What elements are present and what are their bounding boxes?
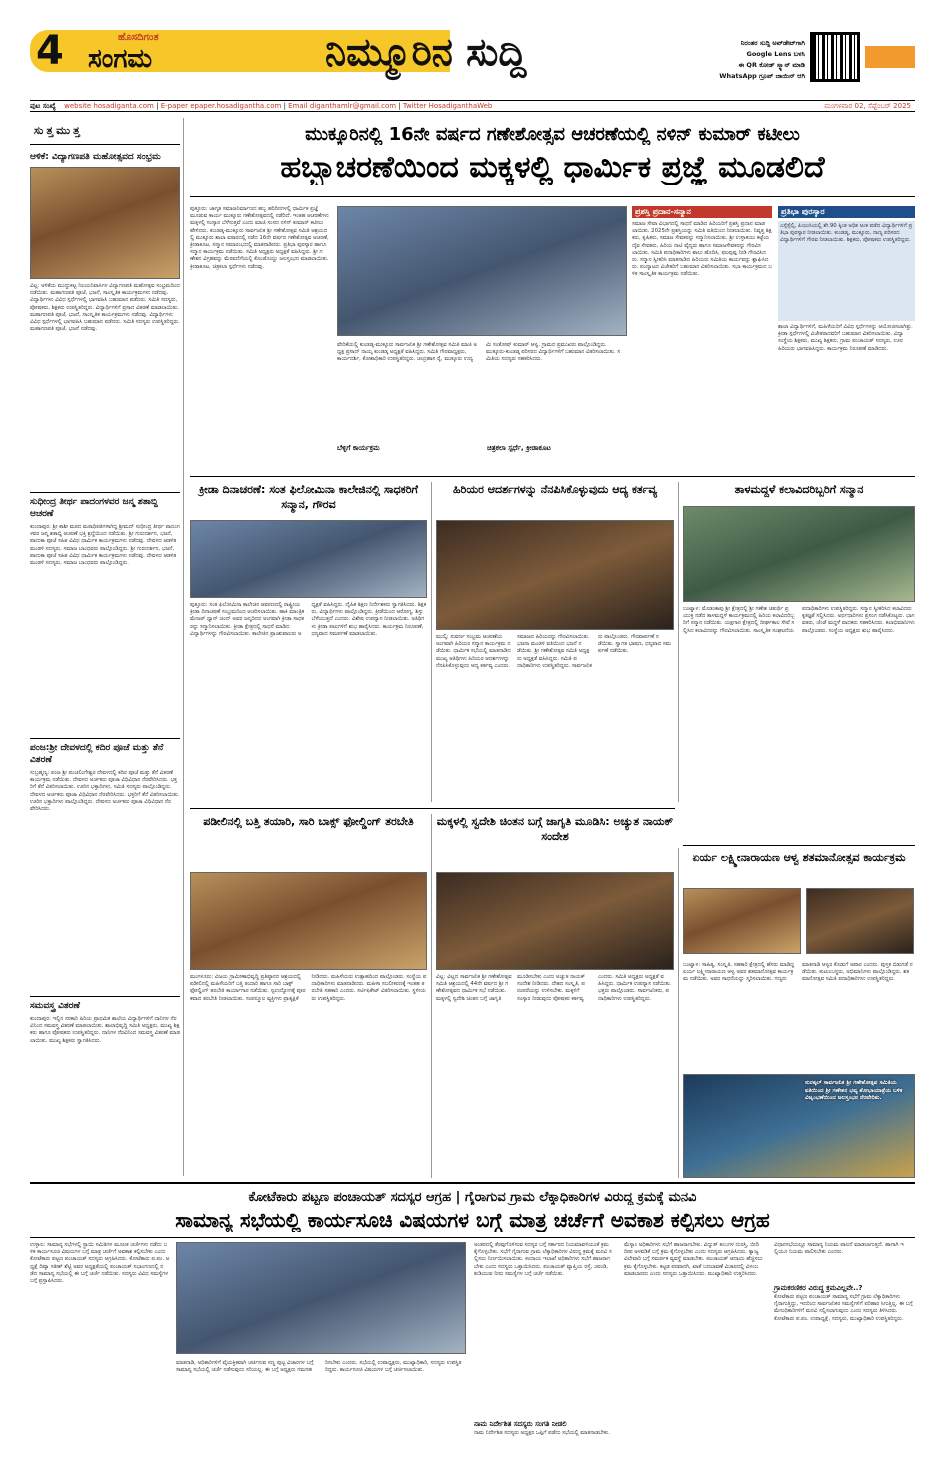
sidebar-story-4-body: ಕುಂದಾಪುರ: ಇಲ್ಲಿನ ಸರಕಾರಿ ಹಿರಿಯ ಪ್ರಾಥಮಿಕ ಶಾಲೆಯ ವಿದ್ಯಾರ್ಥಿಗಳಿಗೆ ದಾನಿಗಳ ನೆರವಿನಿಂದ ಸಮವಸ್ತ್ರ ವಿತರಣೆ ಮಾಡಲಾಯಿತು. ಶಾಲಾಭಿವೃದ್ಧಿ ಸಮಿತಿ ಅಧ್ಯಕ್ಷರು, ಮುಖ್ಯ ಶಿಕ್ಷಕರು ಹಾಗೂ ಪೋಷಕರು ಉಪಸ್ಥಿತರಿದ್ದರು. ದಾನಿಗಳ ನೆರವಿನಿಂದ ಸಮವಸ್ತ್ರ ವಿತರಣೆ ಮಾಡಲಾಯಿತು. ಮುಖ್ಯ ಶಿಕ್ಷಕರು ಸ್ವಾಗತಿಸಿದರು. [30, 1016, 180, 1044]
sidebar-story-1-headline: ಆಳಿಕೆ: ವಿದ್ಯಾಗಣಪತಿ ಮಹೋತ್ಸವದ ಸಂಭ್ರಮ [30, 152, 161, 162]
box-talent [778, 206, 915, 471]
epaper-link[interactable]: E-paper epaper.hosadigantha.com [160, 102, 282, 110]
bottom-body-col3: ಅಂತರದಲ್ಲಿ ತೆರವುಗೊಳಿಸುವ ಸದಸ್ಯರ ಬಗ್ಗೆ ಸರ್ಕಾರದ ನಿಯಮಾವಳಿಯಂತೆ ಕ್ರಮ ಕೈಗೊಳ್ಳಬೇಕು. ಸಭೆಗೆ ಗೈರಾಗುವ ಗ್ರಾಮ ಲೆಕ್ಕಾಧಿಕಾರಿಗಳ ವಿರುದ್ಧ ಕ್ರಮಕ್ಕೆ ಮನವಿ ಸಲ್ಲಿಸಲು ನಿರ್ಣಯಿಸಲಾಯಿತು. ಕಂದಾಯ ಇಲಾಖೆ ಅಧಿಕಾರಿಗಳು ಸಭೆಗೆ ಹಾಜರಾಗಬೇಕು ಎಂದು ಸದಸ್ಯರು ಒತ್ತಾಯಿಸಿದರು. ಪಂಚಾಯತ್ ವ್ಯಾಪ್ತಿಯ ರಸ್ತೆ, ಚರಂಡಿ, ಕುಡಿಯುವ ನೀರು ಸಮಸ್ಯೆಗಳ ಬಗ್ಗೆ ಚರ್ಚೆ ನಡೆಯಿತು. [474, 1242, 612, 1277]
issue-date: ಮಂಗಳವಾರ 02, ಸೆಪ್ಟೆಂಬರ್ 2025 [824, 102, 911, 110]
story-swadeshi-headline: ಮಕ್ಕಳಲ್ಲಿ ಸ್ವದೇಶಿ ಚಿಂತನ ಬಗ್ಗೆ ಜಾಗೃತಿ ಮೂಡಿಸಿ: ಅಚ್ಯುತ ನಾಯಕ್ ಸಂದೇಶ [436, 815, 674, 843]
story-erya-body: ಬಂಟ್ವಾಳ: ಸಾಹಿತ್ಯ, ಸಂಸ್ಕೃತಿ, ಸಹಕಾರಿ ಕ್ಷೇತ್ರದಲ್ಲಿ ಹೆಸರು ಮಾಡಿದ್ದ ಏರ್ಯ ಲಕ್ಷ್ಮೀನಾರಾಯಣ ಆಳ್ವ ಅವರ ಶತಮಾನೋತ್ಸವ ಕಾರ್ಯಕ್ರಮ ನಡೆಯಿತು. ಅವರ ಸಾಧನೆಯನ್ನು ಸ್ಮರಿಸಲಾಯಿತು. ಗಣ್ಯರು ಮಾತನಾಡಿ ಆಳ್ವರ ಕೊಡುಗೆ ಅಪಾರ ಎಂದರು. ಪುಸ್ತಕ ಬಿಡುಗಡೆ ನಡೆಯಿತು. ಕುಟುಂಬಸ್ಥರು, ಅಭಿಮಾನಿಗಳು ಪಾಲ್ಗೊಂಡಿದ್ದರು. ಶತಮಾನೋತ್ಸವ ಸಮಿತಿ ಪದಾಧಿಕಾರಿಗಳು ಉಪಸ್ಥಿತರಿದ್ದರು. [683, 962, 913, 983]
bottom-head-rule [30, 1237, 915, 1238]
box-talent-highlight: ಎಸ್ಸೆಸ್ಸೆಲ್ಸಿ, ಪಿಯುಸಿಯಲ್ಲಿ ಶೇ.90 ಕ್ಕಿಂತ ಅಧಿಕ ಅಂಕ ಪಡೆದ ವಿದ್ಯಾರ್ಥಿಗಳಿಗೆ ಪ್ರತಿಭಾ ಪುರಸ್ಕಾರ ನೀಡಲಾಯಿತು. ಕುಂಡಡ್ಕ, ಮುಕ್ಕೂರು, ನಾಣ್ಯ ಪರಿಸರದ ವಿದ್ಯಾರ್ಥಿಗಳಿಗೆ ಗೌರವ ನೀಡಲಾಯಿತು. ಶಿಕ್ಷಕರು, ಪೋಷಕರು ಉಪಸ್ಥಿತರಿದ್ದರು. [778, 221, 915, 321]
sidebar-story-1-body: ವಿಟ್ಲ: ಅಳಿಕೆಯ ಮುದ್ದುಕಟ್ಟ ನಿಲಯನಿವಾಸಿಗಳ ವಿದ್ಯಾಗಣಪತಿ ಮಹೋತ್ಸವ ಸಂಭ್ರಮದಿಂದ ನಡೆಯಿತು. ಮಹಾಗಣಪತಿ ಪೂಜೆ, ಭಜನೆ, ಸಾಂಸ್ಕೃತಿಕ ಕಾರ್ಯಕ್ರಮಗಳು ನಡೆದವು. ವಿದ್ಯಾರ್ಥಿಗಳು ವಿವಿಧ ಸ್ಪರ್ಧೆಗಳಲ್ಲಿ ಭಾಗವಹಿಸಿ ಬಹುಮಾನ ಪಡೆದರು. ಸಮಿತಿ ಸದಸ್ಯರು, ಪೋಷಕರು, ಶಿಕ್ಷಕರು ಉಪಸ್ಥಿತರಿದ್ದರು. ವಿದ್ಯಾರ್ಥಿಗಳಿಗೆ ಪ್ರಸಾದ ವಿತರಣೆ ಮಾಡಲಾಯಿತು. ಮಹಾಗಣಪತಿ ಪೂಜೆ, ಭಜನೆ, ಸಾಂಸ್ಕೃತಿಕ ಕಾರ್ಯಕ್ರಮಗಳು ನಡೆದವು. ವಿದ್ಯಾರ್ಥಿಗಳು ವಿವಿಧ ಸ್ಪರ್ಧೆಗಳಲ್ಲಿ ಭಾಗವಹಿಸಿ ಬಹುಮಾನ ಪಡೆದರು. ಸಮಿತಿ ಸದಸ್ಯರು ಉಪಸ್ಥಿತರಿದ್ದರು. ಮಹಾಗಣಪತಿ ಪೂಜೆ, ಭಜನೆ ನಡೆದವು. [30, 283, 180, 333]
story-elders-headline: ಹಿರಿಯರ ಆದರ್ಶಗಳನ್ನು ನೆನಪಿಸಿಕೊಳ್ಳುವುದು ಆದ್ಯ ಕರ್ತವ್ಯ [452, 483, 658, 496]
qr-code[interactable] [810, 32, 860, 82]
row2-divider-2 [678, 482, 679, 802]
bottom-body-col5b: ಕೋಟೆಕಾರು ಪಟ್ಟಣ ಪಂಚಾಯತ್ ಸಾಮಾನ್ಯ ಸಭೆಗೆ ಗ್ರಾಮ ಲೆಕ್ಕಾಧಿಕಾರಿಗಳು ಗೈರಾಗುತ್ತಿದ್ದು, ಇದರಿಂದ ಸಾರ್ವಜನಿಕರ ಸಮಸ್ಯೆಗಳಿಗೆ ಪರಿಹಾರ ಸಿಗುತ್ತಿಲ್ಲ. ಈ ಬಗ್ಗೆ ಮೇಲಧಿಕಾರಿಗಳಿಗೆ ಮನವಿ ಸಲ್ಲಿಸಲಾಗುವುದು ಎಂದು ಸದಸ್ಯರು ತಿಳಿಸಿದರು. ಕೋಟೆಕಾರು ಪ.ಪಂ. ಉಪಾಧ್ಯಕ್ಷೆ, ಸದಸ್ಯರು, ಮುಖ್ಯಾಧಿಕಾರಿ ಉಪಸ್ಥಿತರಿದ್ದರು. [774, 1294, 913, 1322]
info-bar-left: ಪುಟ ಸಂಖ್ಯೆ [30, 102, 56, 110]
lead-photo [337, 206, 627, 336]
box-talent-body: ಶಾಲಾ ವಿದ್ಯಾರ್ಥಿಗಳಿಗೆ, ಮಹಿಳೆಯರಿಗೆ ವಿವಿಧ ಸ್ಪರ್ಧೆಗಳನ್ನು ಆಯೋಜಿಸಲಾಗಿತ್ತು. ಕ್ರೀಡಾ ಸ್ಪರ್ಧೆಗಳಲ್ಲಿ ವಿಜೇತರಾದವರಿಗೆ ಬಹುಮಾನ ವಿತರಿಸಲಾಯಿತು. ವಿದ್ಯಾ ಸಂಸ್ಥೆಯ ಶಿಕ್ಷಕರು, ಮುಖ್ಯ ಶಿಕ್ಷಕರು, ಗ್ರಾಮ ಪಂಚಾಯತ್ ಸದಸ್ಯರು, ಊರ ಹಿರಿಯರು ಭಾಗವಹಿಸಿದ್ದರು. ಕಾರ್ಯಕ್ರಮ ನಿರೂಪಣೆ ಮಾಡಿದರು. [778, 324, 913, 352]
bottom-subhead-2: ನಾಮ ನಿರ್ದೇಶಿತ ಸದಸ್ಯರು ಸಂಗತಿ ನೀಡಲಿ [474, 1420, 567, 1428]
sidebar [30, 118, 180, 1176]
story-elders-photo [436, 520, 674, 630]
story-elders-body: ಮುಲ್ಕಿ: ಸುವರ್ಣ ಸಂಭ್ರಮ ಆಚರಣೆಯ ಅಂಗವಾಗಿ ಹಿರಿಯರ ಸನ್ಮಾನ ಕಾರ್ಯಕ್ರಮ ನಡೆಯಿತು. ಧಾರ್ಮಿಕ ಸಭೆಯಲ್ಲಿ ಮಾತನಾಡಿದ ಮುಖ್ಯ ಅತಿಥಿಗಳು ಹಿರಿಯರ ಆದರ್ಶಗಳನ್ನು ನೆನಪಿಸಿಕೊಳ್ಳುವುದು ಆದ್ಯ ಕರ್ತವ್ಯ ಎಂದರು. ಸಮಾಜದ ಹಿರಿಯರನ್ನು ಗೌರವಿಸಲಾಯಿತು. ಭಜನಾ ಮಂಡಳಿ ವತಿಯಿಂದ ಭಜನೆ ನಡೆಯಿತು. ಶ್ರೀ ಗಣೇಶೋತ್ಸವ ಸಮಿತಿ ಅಧ್ಯಕ್ಷರು ಅಧ್ಯಕ್ಷತೆ ವಹಿಸಿದ್ದರು. ಸಮಿತಿ ಪದಾಧಿಕಾರಿಗಳು ಉಪಸ್ಥಿತರಿದ್ದರು. ಸಾರ್ವಜನಿಕರು ಪಾಲ್ಗೊಂಡರು. ಗೌರವಾರ್ಪಣೆ ನಡೆಯಿತು. ಸ್ವಾಗತ ಭಾಷಣ, ಧನ್ಯವಾದ ಸಮರ್ಪಣೆ ನಡೆಯಿತು. [436, 634, 671, 669]
page-number: 4 [36, 28, 64, 74]
story-philomena-photo [190, 520, 427, 598]
brand-small: ಹೊಸದಿಗಂತ [118, 32, 159, 43]
story-swadeshi-photo [436, 872, 674, 970]
story-erya-photo [683, 888, 801, 954]
lead-kicker: ಮುಕ್ಕೂರಿನಲ್ಲಿ 16ನೇ ವರ್ಷದ ಗಣೇಶೋತ್ಸವ ಆಚರಣೆಯಲ್ಲಿ ನಳಿನ್ ಕುಮಾರ್ ಕಟೀಲು [305, 124, 800, 145]
story-philomena [190, 482, 427, 802]
sidebar-story-2-headline: ಸುಧೀಂದ್ರ ತೀರ್ಥ ಪಾದಂಗಳವರ ಜನ್ಮ ಶತಾಬ್ದಿ ಆಚರಣೆ [30, 492, 180, 520]
website-link[interactable]: website hosadiganta.com [64, 102, 154, 110]
row3-divider-1 [431, 814, 432, 1178]
story-talamaddale-body: ಬಂಟ್ವಾಳ: ಮೊಡಂಕಾಪು ಶ್ರೀ ಕ್ಷೇತ್ರದಲ್ಲಿ ಶ್ರೀ ಗಣೇಶ ಚತುರ್ಥಿ ಪ್ರಯುಕ್ತ ನಡೆದ ತಾಳಮದ್ದಳೆ ಕಾರ್ಯಕ್ರಮದಲ್ಲಿ ಹಿರಿಯ ಕಲಾವಿದರಿಬ್ಬರಿಗೆ ಸನ್ಮಾನ ನಡೆಯಿತು. ಯಕ್ಷಗಾನ ಕ್ಷೇತ್ರದಲ್ಲಿ ದೀರ್ಘಕಾಲ ಸೇವೆ ಸಲ್ಲಿಸಿದ ಕಲಾವಿದರನ್ನು ಗೌರವಿಸಲಾಯಿತು. ಸಾಂಸ್ಕೃತಿಕ ಸಂಘಟನೆಯ ಪದಾಧಿಕಾರಿಗಳು ಉಪಸ್ಥಿತರಿದ್ದರು. ಸನ್ಮಾನ ಸ್ವೀಕರಿಸಿದ ಕಲಾವಿದರು ಕೃತಜ್ಞತೆ ಸಲ್ಲಿಸಿದರು. ಅರ್ಥಧಾರಿಗಳು ಪ್ರಸಂಗ ನಡೆಸಿಕೊಟ್ಟರು. ಭಾಗವತರು, ಚೆಂಡೆ ಮದ್ದಳೆ ವಾದಕರು ಸಹಕರಿಸಿದರು. ಕಲಾಭಿಮಾನಿಗಳು ಪಾಲ್ಗೊಂಡರು. ಸಂಸ್ಥೆಯ ಅಧ್ಯಕ್ಷರು ಶುಭ ಹಾರೈಸಿದರು. [683, 606, 915, 634]
bottom-photo [176, 1242, 466, 1354]
box-awards [632, 206, 772, 471]
email-link[interactable]: Email diganthamlr@gmail.com [288, 102, 397, 110]
row2-bottom-rule-right [683, 845, 915, 846]
row3-divider-2 [678, 848, 679, 1178]
sidebar-story-2-body: ಕುಂದಾಪುರ: ಶ್ರೀ ಕಾಶೀ ಮಠದ ಮಠಾಧಿಪತಿಗಳಾಗಿದ್ದ ಶ್ರೀಮದ್ ಸುಧೀಂದ್ರ ತೀರ್ಥ ಪಾದಂಗಳವರ ಜನ್ಮ ಶತಾಬ್ದಿ ಆಚರಣೆ ಭಕ್ತಿ ಶ್ರದ್ಧೆಯಿಂದ ನಡೆಯಿತು. ಶ್ರೀ ಗುರುದರ್ಶನ, ಭಜನೆ, ಪಾದುಕಾ ಪೂಜೆ ಸಹಿತ ವಿವಿಧ ಧಾರ್ಮಿಕ ಕಾರ್ಯಕ್ರಮಗಳು ನಡೆದವು. ದೇವಳದ ಆಡಳಿತ ಮಂಡಳಿ ಸದಸ್ಯರು, ಸಮಾಜ ಬಾಂಧವರು ಪಾಲ್ಗೊಂಡಿದ್ದರು. ಶ್ರೀ ಗುರುದರ್ಶನ, ಭಜನೆ, ಪಾದುಕಾ ಪೂಜೆ ಸಹಿತ ವಿವಿಧ ಧಾರ್ಮಿಕ ಕಾರ್ಯಕ್ರಮಗಳು ನಡೆದವು. ದೇವಳದ ಆಡಳಿತ ಮಂಡಳಿ ಸದಸ್ಯರು, ಸಮಾಜ ಬಾಂಧವರು ಪಾಲ್ಗೊಂಡಿದ್ದರು. [30, 524, 180, 567]
lead-body-col1: ಪುತ್ತೂರು: ಜಾಗೃತ ಸಮಾಜನಿರ್ಮಾಣದ ಹಬ್ಬ ಹರಿದಿನಗಳಲ್ಲಿ ಧಾರ್ಮಿಕ ಪ್ರಜ್ಞೆ ಮೂಡುವ ಕಾರ್ಯ ಮುಕ್ಕೂರು ಗಣೇಶೋತ್ಸವದಲ್ಲಿ ನಡೆದಿದೆ. ಇಂತಹ ಆಚರಣೆಗಳು ಮಕ್ಕಳಲ್ಲಿ ಸಂಸ್ಕಾರ ಬೆಳೆಸುತ್ತವೆ ಎಂದು ಮಾಜಿ ಸಂಸದ ನಳಿನ್ ಕುಮಾರ್ ಕಟೀಲು ಹೇಳಿದರು. ಕುಂಡಡ್ಕ-ಮುಕ್ಕೂರು ಸಾರ್ವಜನಿಕ ಶ್ರೀ ಗಣೇಶೋತ್ಸವ ಸಮಿತಿ ಆಶ್ರಯದಲ್ಲಿ ಮುಕ್ಕೂರು ಶಾಲಾ ವಠಾರದಲ್ಲಿ ನಡೆದ 16ನೇ ವರ್ಷದ ಗಣೇಶೋತ್ಸವ ಆಚರಣೆ, ಕ್ರೀಡಾಕೂಟ, ಸನ್ಮಾನ ಸಮಾರಂಭದಲ್ಲಿ ಮಾತನಾಡಿದರು. ಪ್ರತಿಭಾ ಪುರಸ್ಕಾರ ಹಾಗೂ ಸನ್ಮಾನ ಕಾರ್ಯಕ್ರಮ ನಡೆಯಿತು. ಸಮಿತಿ ಅಧ್ಯಕ್ಷರು ಅಧ್ಯಕ್ಷತೆ ವಹಿಸಿದ್ದರು. ಶ್ರೀ ಗಣೇಶನ ವಿಗ್ರಹವನ್ನು ಮೆರವಣಿಗೆಯಲ್ಲಿ ಕೊಂಡೊಯ್ದು ಜಲಸ್ತಂಭನ ಮಾಡಲಾಯಿತು. ಕ್ರೀಡಾಕೂಟ, ಚಿತ್ರಕಲಾ ಸ್ಪರ್ಧೆಗಳು ನಡೆದವು. [190, 206, 329, 270]
bottom-body-col3b: ನಾಮ ನಿರ್ದೇಶಿತ ಸದಸ್ಯರು ಅಧ್ಯಕ್ಷರ ಒಪ್ಪಿಗೆ ಪಡೆದು ಸಭೆಯಲ್ಲಿ ಮಾತನಾಡಬೇಕು. [474, 1430, 610, 1436]
qr-orange-block [865, 46, 915, 68]
brand-big: ಸಂಗಮ [88, 44, 153, 74]
photo-caption: ಸುರತ್ಕಲ್ ಸಾರ್ವಜನಿಕ ಶ್ರೀ ಗಣೇಶೋತ್ಸವ ಸಮಿತಿಯ ವತಿಯಿಂದ ಶ್ರೀ ಗಣೇಶನ ಭವ್ಯ ಶೋಭಾಯಾತ್ರೆಯ ಬಳಿಕ ವಿಜೃಂಭಣೆಯಿಂದ ಜಲಸ್ತಂಭನ ನೆರವೇರಿತು. [805, 1080, 903, 1101]
bottom-headline: ಸಾಮಾನ್ಯ ಸಭೆಯಲ್ಲಿ ಕಾರ್ಯಸೂಚಿ ವಿಷಯಗಳ ಬಗ್ಗೆ ಮಾತ್ರ ಚರ್ಚೆಗೆ ಅವಕಾಶ ಕಲ್ಪಿಸಲು ಆಗ್ರಹ [175, 1208, 770, 1232]
story-talamaddale-headline: ತಾಳಮದ್ದಳೆ ಕಲಾವಿದರಿಬ್ಬರಿಗೆ ಸನ್ಮಾನ [734, 483, 864, 496]
box-awards-head: ಪ್ರಶಸ್ತಿ ಪ್ರದಾನ-ಸನ್ಮಾನ [632, 206, 772, 218]
box-awards-body: ಸಮಾಜ ಸೇವಾ ವಿಭಾಗದಲ್ಲಿ ಸಾಧನೆ ಮಾಡಿದ ಹಿರಿಯರಿಗೆ ಪ್ರಶಸ್ತಿ ಪ್ರದಾನ ಮಾಡಲಾಯಿತು. 2025ನೇ ಪ್ರಶಸ್ತಿಯನ್ನು ಸಮಿತಿ ವತಿಯಿಂದ ನೀಡಲಾಯಿತು. ನಿವೃತ್ತ ಶಿಕ್ಷಕರು, ಕೃಷಿಕರು, ಸಮಾಜ ಸೇವಕರನ್ನು ಸನ್ಮಾನಿಸಲಾಯಿತು. ಶ್ರೀ ಉಳ್ಳಾಕುಲು ಕಟ್ಟೆಯ ದೈವ ಸೇವಕರು, ಹಿರಿಯ ನಾಟಿ ವೈದ್ಯರು ಹಾಗೂ ಸಮಾಜಸೇವಕರನ್ನು ಗೌರವಿಸಲಾಯಿತು. ಸಮಿತಿ ಪದಾಧಿಕಾರಿಗಳು ಶಾಲು ಹೊದಿಸಿ, ಫಲಪುಷ್ಪ ನೀಡಿ ಗೌರವಿಸಿದರು. ಸನ್ಮಾನ ಸ್ವೀಕರಿಸಿ ಮಾತನಾಡಿದ ಹಿರಿಯರು ಸಮಿತಿಯ ಕಾರ್ಯವನ್ನು ಶ್ಲಾಘಿಸಿದರು. ಪಂದ್ಯಾಟದ ವಿಜೇತರಿಗೆ ಬಹುಮಾನ ವಿತರಿಸಲಾಯಿತು. ಸಭಾ ಕಾರ್ಯಕ್ರಮದ ಬಳಿಕ ಸಾಂಸ್ಕೃತಿಕ ಕಾರ್ಯಕ್ರಮ ನಡೆಯಿತು. [632, 221, 772, 278]
story-padil-headline: ಪಡೀಲಿನಲ್ಲಿ ಬತ್ತಿ ತಯಾರಿ, ಸಾರಿ ಬಾಕ್ಸ್ ಫೋಲ್ಡಿಂಗ್ ತರಬೇತಿ [203, 815, 414, 828]
story-talamaddale-photo [683, 506, 915, 602]
lead-subhead-2: ಚಿತ್ರಕಲಾ ಸ್ಪರ್ಧೆ, ಕ್ರೀಡಾಕೂಟ [487, 444, 551, 452]
story-elders [436, 482, 674, 802]
sidebar-story-4-headline: ಸಮವಸ್ತ್ರ ವಿತರಣೆ [30, 996, 180, 1012]
story-erya [683, 850, 915, 1178]
story-padil-photo [190, 872, 427, 970]
row2-bottom-rule [190, 808, 675, 809]
lead-rule [190, 196, 915, 197]
story-philomena-body: ಪುತ್ತೂರು: ಸಂತ ಫಿಲೋಮಿನಾ ಕಾಲೇಜಿನ ಆವರಣದಲ್ಲಿ ರಾಷ್ಟ್ರೀಯ ಕ್ರೀಡಾ ದಿನಾಚರಣೆ ಸಂಭ್ರಮದಿಂದ ಆಚರಿಸಲಾಯಿತು. ಹಾಕಿ ಮಾಂತ್ರಿಕ ಮೇಜರ್ ಧ್ಯಾನ್ ಚಂದ್ ಅವರ ಜನ್ಮದಿನದ ಅಂಗವಾಗಿ ಕ್ರೀಡಾ ಸಾಧಕರನ್ನು ಸನ್ಮಾನಿಸಲಾಯಿತು. ಕ್ರೀಡಾ ಕ್ಷೇತ್ರದಲ್ಲಿ ಸಾಧನೆ ಮಾಡಿದ ವಿದ್ಯಾರ್ಥಿಗಳನ್ನು ಗೌರವಿಸಲಾಯಿತು. ಕಾಲೇಜಿನ ಪ್ರಾಂಶುಪಾಲರು ಅಧ್ಯಕ್ಷತೆ ವಹಿಸಿದ್ದರು. ದೈಹಿಕ ಶಿಕ್ಷಣ ನಿರ್ದೇಶಕರು ಸ್ವಾಗತಿಸಿದರು. ಶಿಕ್ಷಕರು, ವಿದ್ಯಾರ್ಥಿಗಳು ಪಾಲ್ಗೊಂಡಿದ್ದರು. ಕ್ರೀಡೆಯಿಂದ ಆರೋಗ್ಯ, ಶಿಸ್ತು ಬೆಳೆಯುತ್ತದೆ ಎಂದರು. ವಿಶೇಷ ಉಪನ್ಯಾಸ ನೀಡಲಾಯಿತು. ಅತಿಥಿಗಳು ಕ್ರೀಡಾ ಪಟುಗಳಿಗೆ ಶುಭ ಹಾರೈಸಿದರು. ಕಾರ್ಯಕ್ರಮ ನಿರೂಪಣೆ, ಧನ್ಯವಾದ ಸಮರ್ಪಣೆ ಮಾಡಲಾಯಿತು. [190, 602, 427, 637]
lead-body-col2: ವೇದಿಕೆಯಲ್ಲಿ ಕುಂಡಡ್ಕ-ಮುಕ್ಕೂರು ಸಾರ್ವಜನಿಕ ಶ್ರೀ ಗಣೇಶೋತ್ಸವ ಸಮಿತಿ ಮಾಜಿ ಅಧ್ಯಕ್ಷ ಪ್ರಸಾದ್ ನಾಯ್ಕ ಕುಂಡಡ್ಕ ಅಧ್ಯಕ್ಷತೆ ವಹಿಸಿದ್ದರು. ಸಮಿತಿ ಗೌರವಾಧ್ಯಕ್ಷರು, ಕಾರ್ಯದರ್ಶಿ, ಕೋಶಾಧಿಕಾರಿ ಉಪಸ್ಥಿತರಿದ್ದರು. ಚಂದ್ರಹಾಸ ರೈ, ಮುಕ್ಕೂರು ಉದ್ಯಮಿ ಸಂತೋಷ್ ಕುಮಾರ್ ಆಳ್ವ, ಗ್ರಾಮದ ಪ್ರಮುಖರು ಪಾಲ್ಗೊಂಡಿದ್ದರು. ಮುಕ್ಕೂರು-ಕುಂಡಡ್ಕ ಪರಿಸರದ ವಿದ್ಯಾರ್ಥಿಗಳಿಗೆ ಬಹುಮಾನ ವಿತರಿಸಲಾಯಿತು. ಸಮಿತಿಯ ಸದಸ್ಯರು ಸಹಕರಿಸಿದರು. [337, 342, 621, 363]
sidebar-logo: ಸುತ್ತಮುತ್ತ [30, 118, 180, 145]
row2-divider-1 [431, 482, 432, 802]
story-swadeshi [436, 814, 674, 1178]
qr-instructions: ನಿರಂತರ ಸುದ್ದಿ ಅಪ್‌ಡೇಟ್‌ಗಾಗಿ Google Lens ಬಳಸಿ ಈ QR ಕೋಡ್ ಸ್ಕ್ಯಾನ್ ಮಾಡಿ WhatsApp ಗ್ರೂಪ್ ಜಾಯಿನ್ ಆಗಿ [719, 39, 805, 80]
bottom-body-col5: ವಿಧಾನಸಭೆಯಲ್ಲೂ ಸಾಮಾನ್ಯ ನಿಯಮ ಪಾಲನೆ ಮಾಡಲಾಗುತ್ತದೆ. ಹಾಗಾಗಿ ಇಲ್ಲಿಯೂ ನಿಯಮ ಪಾಲಿಸಬೇಕು ಎಂದರು. [774, 1242, 904, 1256]
sidebar-divider [183, 118, 184, 1176]
sidebar-story-3-body: ಸುಬ್ರಹ್ಮಣ್ಯ: ಪಂಜ ಶ್ರೀ ಪಂಚಲಿಂಗೇಶ್ವರ ದೇವಳದಲ್ಲಿ ಕದಿರ ಪೂಜೆ ಮತ್ತು ತೆನೆ ವಿತರಣೆ ಕಾರ್ಯಕ್ರಮ ನಡೆಯಿತು. ದೇವಳದ ಅರ್ಚಕರು ಪೂಜಾ ವಿಧಿವಿಧಾನ ನೆರವೇರಿಸಿದರು. ಭಕ್ತರಿಗೆ ತೆನೆ ವಿತರಿಸಲಾಯಿತು. ಊರಿನ ಭಕ್ತಾದಿಗಳು, ಸಮಿತಿ ಸದಸ್ಯರು ಪಾಲ್ಗೊಂಡಿದ್ದರು. ದೇವಳದ ಅರ್ಚಕರು ಪೂಜಾ ವಿಧಿವಿಧಾನ ನೆರವೇರಿಸಿದರು. ಭಕ್ತರಿಗೆ ತೆನೆ ವಿತರಿಸಲಾಯಿತು. ಊರಿನ ಭಕ್ತಾದಿಗಳು ಪಾಲ್ಗೊಂಡಿದ್ದರು. ದೇವಳದ ಅರ್ಚಕರು ಪೂಜಾ ವಿಧಿವಿಧಾನ ನೆರವೇರಿಸಿದರು. [30, 770, 180, 813]
bottom-subhead: ಗ್ರಾಮಕರಣಿಕರ ವಿರುದ್ಧ ಕ್ರಮವಿಲ್ಲವೇ..? [774, 1284, 863, 1292]
bottom-body-col1: ಉಳ್ಳಾಲ: ಸಾಮಾನ್ಯ ಸಭೆಗಳಲ್ಲಿ ಸ್ಥಾಯಿ ಸಮಿತಿಗಳ ಮೂಲಕ ಚರ್ಚೆಗಳು ನಡೆದು ಬಳಿಕ ಕಾರ್ಯಸೂಚಿ ವಿಷಯಗಳ ಬಗ್ಗೆ ಮಾತ್ರ ಚರ್ಚೆಗೆ ಅವಕಾಶ ಕಲ್ಪಿಸಬೇಕು ಎಂದು ಕೋಟೆಕಾರು ಪಟ್ಟಣ ಪಂಚಾಯತ್ ಸದಸ್ಯರು ಆಗ್ರಹಿಸಿದರು. ಕೋಟೆಕಾರು ಪ.ಪಂ. ಅಧ್ಯಕ್ಷೆ ದಿವ್ಯಾ ಸತೀಶ್ ಶೆಟ್ಟಿ ಅವರ ಅಧ್ಯಕ್ಷತೆಯಲ್ಲಿ ಪಂಚಾಯತ್ ಸಭಾಂಗಣದಲ್ಲಿ ನಡೆದ ಸಾಮಾನ್ಯ ಸಭೆಯಲ್ಲಿ ಈ ಬಗ್ಗೆ ಚರ್ಚೆ ನಡೆಯಿತು. ಸದಸ್ಯರು ವಿವಿಧ ಸಮಸ್ಯೆಗಳ ಬಗ್ಗೆ ಪ್ರಸ್ತಾಪಿಸಿದರು. [30, 1242, 170, 1285]
bottom-body-col4: ಮೆಸ್ಕಾಂ ಅಧಿಕಾರಿಗಳು ಸಭೆಗೆ ಹಾಜರಾಗಬೇಕು. ವಿದ್ಯುತ್ ಕಂಬಗಳ ದುರಸ್ತಿ, ಬೀದಿ ದೀಪ ಅಳವಡಿಕೆ ಬಗ್ಗೆ ಕ್ರಮ ಕೈಗೊಳ್ಳಬೇಕು ಎಂದು ಸದಸ್ಯರು ಆಗ್ರಹಿಸಿದರು. ತ್ಯಾಜ್ಯ ವಿಲೇವಾರಿ ಬಗ್ಗೆ ಸಮರ್ಪಕ ವ್ಯವಸ್ಥೆ ಮಾಡಬೇಕು. ಪಂಚಾಯತ್ ಆದಾಯ ಹೆಚ್ಚಿಸಲು ಕ್ರಮ ಕೈಗೊಳ್ಳಬೇಕು. ಕಟ್ಟಡ ಪರವಾನಗಿ, ಖಾತೆ ಬದಲಾವಣೆ ವಿಚಾರದಲ್ಲಿ ವಿಳಂಬ ಮಾಡಬಾರದು ಎಂದು ಸದಸ್ಯರು ಒತ್ತಾಯಿಸಿದರು. ಮುಖ್ಯಾಧಿಕಾರಿ ಉತ್ತರಿಸಿದರು. [624, 1242, 763, 1277]
bottom-body-col2: ಮಾತನಾಡಿ, ಅಧಿಕಾರಿಗಳಿಗೆ ವೈಯಕ್ತಿಕವಾಗಿ ಚರ್ಚಿಸುವ ಸಣ್ಣ ಪುಟ್ಟ ವಿಚಾರಗಳ ಬಗ್ಗೆ ಸಾಮಾನ್ಯ ಸಭೆಯಲ್ಲಿ ಚರ್ಚೆ ನಡೆಸುವುದು ಸರಿಯಲ್ಲ. ಈ ಬಗ್ಗೆ ಅಧ್ಯಕ್ಷರು ಗಮನಹರಿಸಬೇಕು ಎಂದರು. ಸಭೆಯಲ್ಲಿ ಉಪಾಧ್ಯಕ್ಷರು, ಮುಖ್ಯಾಧಿಕಾರಿ, ಸದಸ್ಯರು ಉಪಸ್ಥಿತರಿದ್ದರು. ಕಾರ್ಯಸೂಚಿ ವಿಷಯಗಳ ಬಗ್ಗೆ ಚರ್ಚಿಸಲಾಯಿತು. [176, 1360, 462, 1374]
bottom-top-rule [30, 1182, 915, 1184]
story-swadeshi-body: ವಿಟ್ಲ: ವಿಟ್ಲದ ಸಾರ್ವಜನಿಕ ಶ್ರೀ ಗಣೇಶೋತ್ಸವ ಸಮಿತಿ ಆಶ್ರಯದಲ್ಲಿ 44ನೇ ವರ್ಷದ ಶ್ರೀ ಗಣೇಶೋತ್ಸವದ ಧಾರ್ಮಿಕ ಸಭೆ ನಡೆಯಿತು. ಮಕ್ಕಳಲ್ಲಿ ಸ್ವದೇಶಿ ಚಿಂತನ ಬಗ್ಗೆ ಜಾಗೃತಿ ಮೂಡಿಸಬೇಕು ಎಂದು ಅಚ್ಯುತ ನಾಯಕ್ ಸಂದೇಶ ನೀಡಿದರು. ದೇಶದ ಸಂಸ್ಕೃತಿ, ಪರಂಪರೆಯನ್ನು ಉಳಿಸಬೇಕು. ಮಕ್ಕಳಿಗೆ ಸಂಸ್ಕಾರ ನೀಡುವುದು ಪೋಷಕರ ಕರ್ತವ್ಯ ಎಂದರು. ಸಮಿತಿ ಅಧ್ಯಕ್ಷರು ಅಧ್ಯಕ್ಷತೆ ವಹಿಸಿದ್ದರು. ಧಾರ್ಮಿಕ ಉಪನ್ಯಾಸ ನಡೆಯಿತು. ಭಕ್ತರು ಪಾಲ್ಗೊಂಡರು. ಸಾರ್ವಜನಿಕರು, ಪದಾಧಿಕಾರಿಗಳು ಉಪಸ್ಥಿತರಿದ್ದರು. [436, 974, 672, 1002]
sidebar-story-3-headline: ಪಂಜ:ಶ್ರೀ ದೇವಳದಲ್ಲಿ ಕದಿರ ಪೂಜೆ ಮತ್ತು ತೆನೆ ವಿತರಣೆ [30, 738, 180, 766]
lead-headline: ಹಬ್ಬಾಚರಣೆಯಿಂದ ಮಕ್ಕಳಲ್ಲಿ ಧಾರ್ಮಿಕ ಪ್ರಜ್ಞೆ ಮೂಡಲಿದೆ [280, 150, 825, 185]
info-bar: ಪುಟ ಸಂಖ್ಯೆ website hosadiganta.com | E-paper epaper.hosadigantha.com | Email diganthamlr@gmail.com | Twitter HosadiganthaWeb ಮಂಗಳವಾರ 02, ಸೆಪ್ಟೆಂಬರ್ 2025 [30, 100, 915, 112]
bottom-kicker: ಕೋಟೆಕಾರು ಪಟ್ಟಣ ಪಂಚಾಯತ್ ಸದಸ್ಯರ ಆಗ್ರಹ | ಗೈರಾಗುವ ಗ್ರಾಮ ಲೆಕ್ಕಾಧಿಕಾರಿಗಳ ವಿರುದ್ಧ ಕ್ರಮಕ್ಕೆ ಮನವಿ [248, 1190, 697, 1205]
row1-bottom-rule [190, 476, 915, 477]
lead-subhead-1: ಬೆಳ್ಳಿಗೆ ಕಾರ್ಯಕ್ರಮ [337, 444, 380, 452]
story-padil-body: ಮಂಗಳೂರು: ವಿಜಯ ಗ್ರಾಮೀಣಾಭಿವೃದ್ಧಿ ಪ್ರತಿಷ್ಠಾನದ ಆಶ್ರಯದಲ್ಲಿ ಪಡೀಲಿನಲ್ಲಿ ಮಹಿಳೆಯರಿಗೆ ಬತ್ತಿ ತಯಾರಿ ಹಾಗೂ ಸಾರಿ ಬಾಕ್ಸ್ ಫೋಲ್ಡಿಂಗ್ ತರಬೇತಿ ಕಾರ್ಯಾಗಾರ ನಡೆಯಿತು. ಸ್ವಉದ್ಯೋಗಕ್ಕೆ ಪೂರಕವಾದ ತರಬೇತಿ ನೀಡಲಾಯಿತು. ಸಂಪನ್ಮೂಲ ವ್ಯಕ್ತಿಗಳು ಪ್ರಾತ್ಯಕ್ಷಿಕೆ ನೀಡಿದರು. ಮಹಿಳೆಯರು ಉತ್ಸಾಹದಿಂದ ಪಾಲ್ಗೊಂಡರು. ಸಂಸ್ಥೆಯ ಪದಾಧಿಕಾರಿಗಳು ಮಾತನಾಡಿದರು. ಮಹಿಳಾ ಸಬಲೀಕರಣಕ್ಕೆ ಇಂತಹ ತರಬೇತಿ ಸಹಕಾರಿ ಎಂದರು. ಸರ್ಟಿಫಿಕೇಟ್ ವಿತರಿಸಲಾಯಿತು. ಸ್ಥಳೀಯರು ಉಪಸ್ಥಿತರಿದ್ದರು. [190, 974, 427, 1002]
twitter-link[interactable]: Twitter HosadiganthaWeb [402, 102, 493, 110]
story-philomena-headline: ಕ್ರೀಡಾ ದಿನಾಚರಣೆ: ಸಂತ ಫಿಲೋಮಿನಾ ಕಾಲೇಜಿನಲ್ಲಿ ಸಾಧಕರಿಗೆ ಸನ್ಮಾನ, ಗೌರವ [199, 483, 418, 511]
story-erya-photo-2 [806, 888, 914, 954]
box-talent-head: ಪ್ರತಿಭಾ ಪುರಸ್ಕಾರ [778, 206, 915, 218]
section-title: ನಿಮ್ಮೂರಿನ ಸುದ್ದಿ [325, 30, 527, 74]
story-padil [190, 814, 427, 1178]
masthead [0, 0, 945, 80]
story-erya-headline: ಏರ್ಯ ಲಕ್ಷ್ಮೀನಾರಾಯಣ ಆಳ್ವ ಶತಮಾನೋತ್ಸವ ಕಾರ್ಯಕ್ರಮ [692, 851, 906, 864]
story-talamaddale [683, 482, 915, 842]
sidebar-photo-1 [30, 167, 180, 279]
